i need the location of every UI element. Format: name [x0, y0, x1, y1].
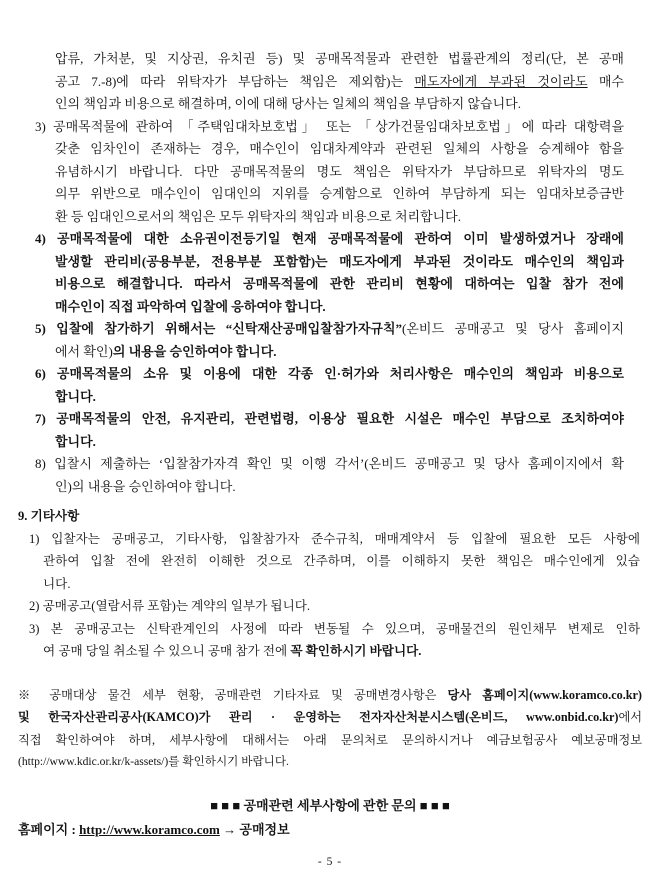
text-run: 비용으로 해결합니다. 따라서 공매목적물에 관한 관리비 현황에 대하여는 입찰 참가 전에: [55, 276, 624, 291]
text-run: 3) 본 공매공고는 신탁관계인의 사정에 따라 변동될 수 있으며, 공매물건의 원인채무 변제로 인하: [29, 621, 640, 636]
contact-heading: [0, 795, 660, 818]
misc-item-2-line: [18, 595, 640, 618]
misc-item-3-line: [18, 618, 640, 641]
clauses-section: [0, 48, 660, 498]
doc-line: [35, 138, 624, 161]
doc-line: [35, 273, 624, 296]
doc-line: [35, 183, 624, 206]
text-run: 압류, 가처분, 및 지상권, 유치권 등) 및 공매목적물과 관련한 법률관계의 정리(단, 본 공매: [55, 51, 624, 66]
doc-line: [35, 296, 624, 319]
text-run: 환 등 임대인으로서의 책임은 모두 위탁자의 책임과 비용으로 처리합니다.: [55, 208, 461, 224]
text-run: 여 공매 당일 취소될 수 있으니 공매 참가 전에: [43, 644, 291, 658]
text-run: ※ 공매대상 물건 세부 현황, 공매관련 기타자료 및 공매변경사항은: [18, 687, 448, 702]
text-run: 발생할 관리비(공용부분, 전용부분 포함함)는 매도자에게 부과된 것이라도 매수인의 책임과: [55, 253, 624, 269]
misc-item-1-line: [18, 528, 640, 551]
text-run: 의 내용을 승인하여야 합니다.: [112, 343, 277, 359]
doc-line: [35, 476, 624, 499]
reference-note: [0, 684, 660, 774]
doc-line: [18, 550, 640, 573]
misc-section: [0, 505, 660, 663]
text-run: 9. 기타사항: [18, 509, 80, 523]
doc-line: [35, 341, 624, 364]
homepage-suffix: → 공매정보: [219, 822, 290, 837]
page-number: - 5 -: [317, 855, 343, 868]
doc-line: [35, 71, 624, 94]
text-run: 직접 확인하여야 하며, 세부사항에 대해서는 아래 문의처로 문의하시거나 예금보험공사 예보공매정보: [18, 732, 642, 747]
text-run: 관하여 입찰 전에 완전히 이해한 것으로 간주하며, 이를 이해하지 못한 책임은 매수인에게 있습: [43, 554, 640, 568]
text-run: 5) 입찰에 참가하기 위해서는 “신탁재산공매입찰참가자규칙”: [35, 321, 403, 336]
doc-line: [35, 48, 624, 71]
homepage-line: [0, 819, 660, 842]
note-line: [18, 751, 642, 774]
text-run: 꼭 확인하시기 바랍니다.: [290, 644, 422, 658]
text-run: 합니다.: [55, 433, 96, 449]
text-run: (온비드 공매공고 및 당사 홈페이지: [402, 321, 624, 336]
doc-line: [18, 573, 640, 596]
doc-line: [35, 251, 624, 274]
text-run: 8) 입찰시 제출하는 ‘입찰참가자격 확인 및 이행 각서’(온비드 공매공고 및 당사 홈페이지에서 확: [35, 456, 624, 471]
text-run: 6) 공매목적물의 소유 및 이용에 대한 각종 인·허가와 처리사항은 매수인의 책임과 비용으로: [35, 366, 624, 381]
text-run: 3) 공매목적물에 관하여 「주택임대차보호법」 또는 「상가건물임대차보호법」에 따라 대항력을: [35, 118, 624, 134]
homepage-label: 홈페이지 :: [18, 822, 80, 837]
text-run: 매수인이 직접 파악하여 입찰에 응하여야 합니다.: [55, 298, 326, 314]
underlined-clause: 매도자에게 부과된 것이라도: [414, 73, 588, 89]
text-run: 니다.: [43, 576, 71, 591]
text-run: 매수: [587, 73, 624, 89]
text-run: 유념하시기 바랍니다. 다만 공매목적물의 명도 책임은 위탁자가 부담하므로 위탁자의 명도: [55, 163, 624, 179]
clause-7-line: [35, 408, 624, 431]
clause-3-line: [35, 116, 624, 139]
clause-5-line: [35, 318, 624, 341]
text-run: 7) 공매목적물의 안전, 유지관리, 관련법령, 이용상 필요한 시설은 매수인 부담으로 조치하여야: [35, 411, 624, 426]
onbid-system-text: 및 한국자산관리공사(KAMCO)가 관리 · 운영하는 전자자산처분시스템(온비드, www.onbid.co.kr): [18, 710, 619, 724]
clause-6-line: [35, 363, 624, 386]
note-line: [18, 684, 642, 707]
kdic-url-text: (http://www.kdic.or.kr/k-assets/)를 확인하시기 바랍니다.: [18, 755, 289, 768]
text-run: 인의 책임과 비용으로 해결하며, 이에 대해 당사는 일체의 책임을 부담하지 않습니다.: [55, 96, 521, 111]
homepage-link[interactable]: http://www.koramco.com: [79, 822, 220, 837]
text-run: 인)의 내용을 승인하여야 합니다.: [55, 478, 236, 494]
text-run: 갖춘 임차인이 존재하는 경우, 매수인이 임대차계약과 관련된 일체의 사항을 승계해야 함을: [55, 141, 624, 156]
text-run: 공고 7.-8)에 따라 위탁자가 부담하는 책임은 제외함)는: [55, 73, 415, 89]
doc-line: [35, 386, 624, 409]
doc-line: [35, 93, 624, 116]
clause-8-line: [35, 453, 624, 476]
text-run: 4) 공매목적물에 대한 소유권이전등기일 현재 공매목적물에 관하여 이미 발생하였거나 장래에: [35, 231, 624, 246]
text-run: 1) 입찰자는 공매공고, 기타사항, 입찰참가자 준수규칙, 매매계약서 등 입찰에 필요한 모든 사항에: [29, 531, 640, 546]
clause-4-line: [35, 228, 624, 251]
section-9-title: [18, 505, 640, 528]
text-run: 에서 확인): [55, 343, 113, 359]
company-homepage-text: 당사 홈페이지(www.koramco.co.kr): [447, 687, 642, 702]
text-run: ■ ■ ■ 공매관련 세부사항에 관한 문의 ■ ■ ■: [210, 797, 450, 813]
note-line: [18, 729, 642, 752]
text-run: 의무 위반으로 매수인이 임대인의 지위를 승계함으로 인하여 부담하게 되는 임대차보증금반: [55, 186, 624, 201]
text-run: 2) 공매공고(열람서류 포함)는 계약의 일부가 됩니다.: [29, 599, 311, 613]
text-run: 에서: [618, 710, 642, 724]
text-run: 합니다.: [55, 388, 96, 404]
doc-line: [35, 161, 624, 184]
doc-line: [18, 640, 640, 663]
doc-line: [35, 206, 624, 229]
note-line: [18, 706, 642, 729]
doc-line: [35, 431, 624, 454]
